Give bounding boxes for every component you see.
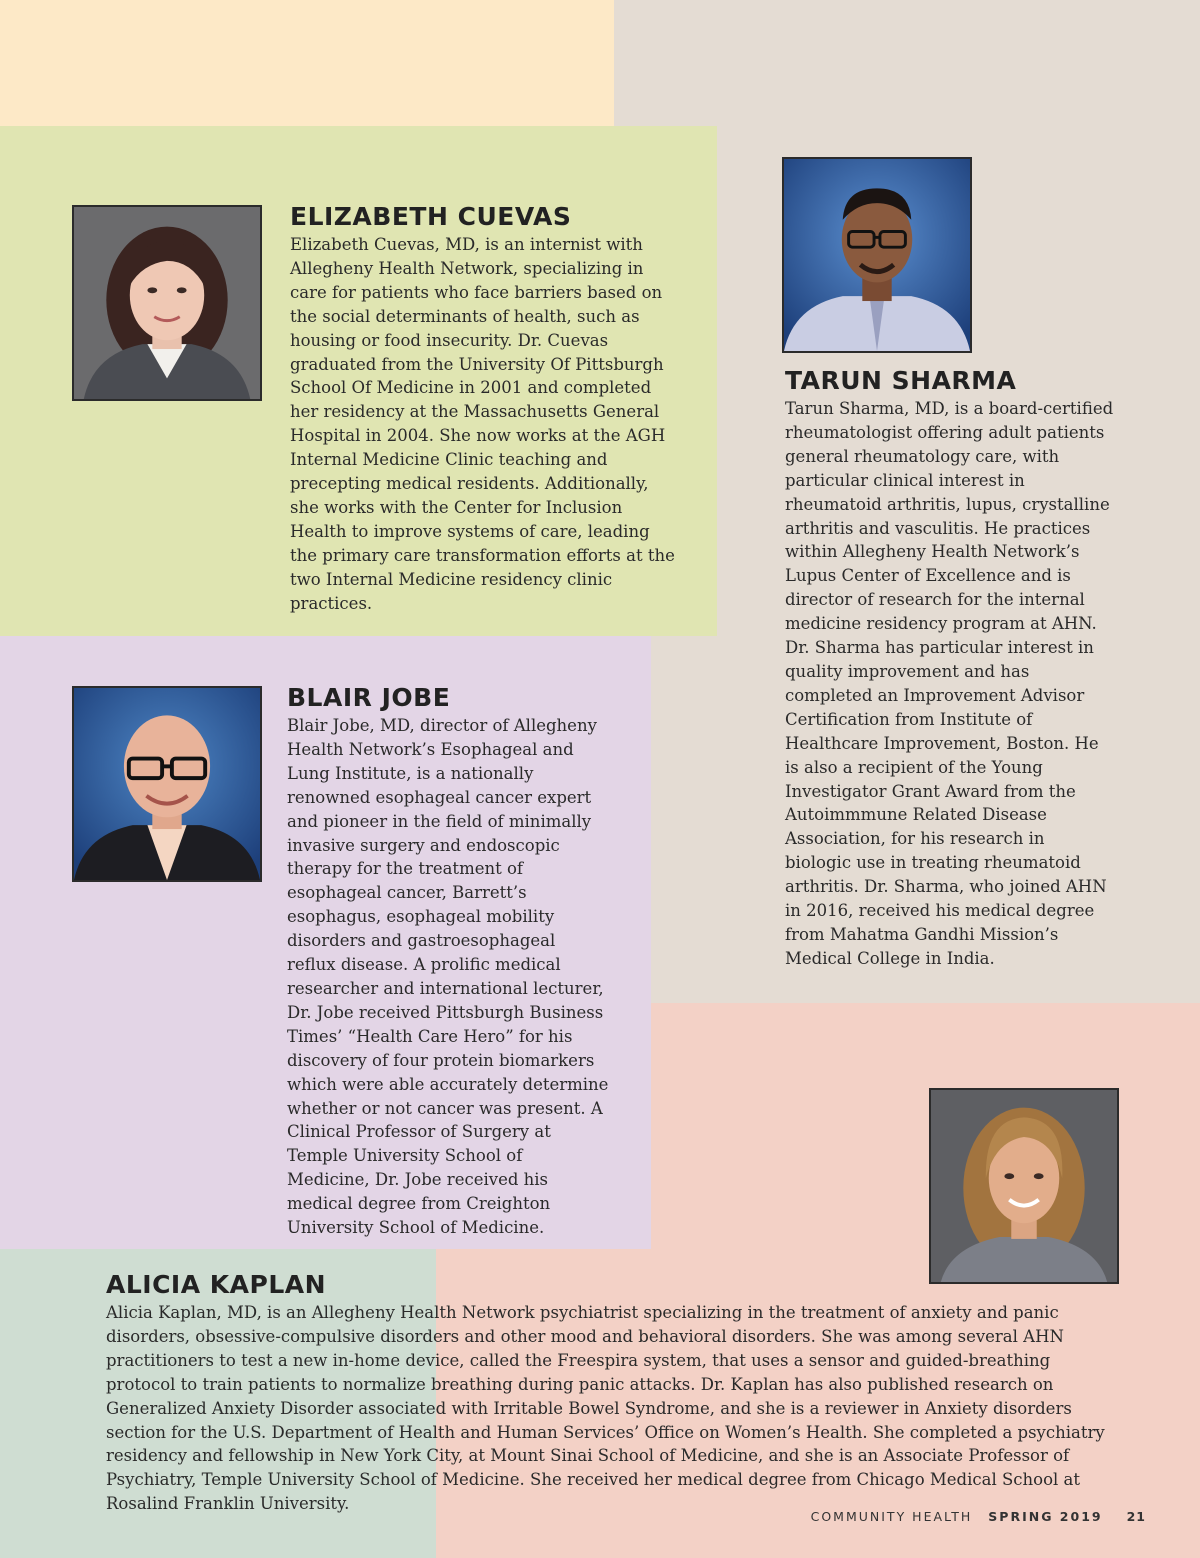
kaplan-name: ALICIA KAPLAN (106, 1270, 327, 1299)
jobe-portrait (72, 686, 262, 882)
cuevas-name: ELIZABETH CUEVAS (290, 202, 572, 231)
kaplan-bio: Alicia Kaplan, MD, is an Allegheny Health Network psychiatrist specializing in the treatment of anxiety and panic disorders, obsessive-compulsive disorders and other mood and behavioral disorders. She was among several AHN practitioners to test a new in-home device, called the Freespira system, that uses a sensor and guided-breathing protocol to train patients to normalize breathing during panic attacks. Dr. Kaplan has also published research on Generalized Anxiety Disorder associated with Irritable Bowel Syndrome, and she is a reviewer in Anxiety disorders section for the U.S. Department of Health and Human Services’ Office on Women’s Health. She completed a psychiatry residency and fellowship in New York City, at Mount Sinai School of Medicine, and she is an Associate Professor of Psychiatry, Temple University School of Medicine. She received her medical degree from Chicago Medical School at Rosalind Franklin University. (106, 1303, 1105, 1514)
sharma-bio: Tarun Sharma, MD, is a board-certified rheumatologist offering adult patients general rheumatology care, with particular clinical interest in rheumatoid arthritis, lupus, crystalline arthritis and vasculitis. He practices within Allegheny Health Network’s Lupus Center of Excellence and is director of research for the internal medicine residency program at AHN. Dr. Sharma has particular interest in quality improvement and has completed an Improvement Advisor Certification from Institute of Healthcare Improvement, Boston. He is also a recipient of the Young Investigator Grant Award from the Autoimmmune Related Disease Association, for his research in biologic use in treating rheumatoid arthritis. Dr. Sharma, who joined AHN in 2016, received his medical degree from Mahatma Gandhi Mission’s Medical College in India. (785, 399, 1114, 968)
kaplan-portrait (929, 1088, 1119, 1284)
page-footer (811, 1509, 1146, 1524)
sharma-portrait (782, 157, 972, 353)
jobe-name: BLAIR JOBE (287, 683, 451, 712)
footer-magazine-title: COMMUNITY HEALTH (810, 1509, 973, 1524)
footer-issue: SPRING 2019 (988, 1509, 1103, 1524)
footer-page-number: 21 (1126, 1509, 1146, 1524)
background-block-peach (0, 0, 614, 126)
jobe-bio: Blair Jobe, MD, director of Allegheny Health Network’s Esophageal and Lung Institute, is a nationally renowned esophageal cancer expert and pioneer in the field of minimally invasive surgery and endoscopic therapy for the treatment of esophageal cancer, Barrett’s esophagus, esophageal mobility disorders and gastroesophageal reflux disease. A prolific medical researcher and international lecturer, Dr. Jobe received Pittsburgh Business Times’ “Health Care Hero” for his discovery of four protein biomarkers which were able accurately determine whether or not cancer was present. A Clinical Professor of Surgery at Temple University School of Medicine, Dr. Jobe received his medical degree from Creighton University School of Medicine. (287, 716, 609, 1238)
sharma-name: TARUN SHARMA (785, 366, 1017, 395)
cuevas-portrait (72, 205, 262, 401)
cuevas-bio: Elizabeth Cuevas, MD, is an internist with Allegheny Health Network, specializing in care for patients who face barriers based on the social determinants of health, such as housing or food insecurity. Dr. Cuevas graduated from the University Of Pittsburgh School Of Medicine in 2001 and completed her residency at the Massachusetts General Hospital in 2004. She now works at the AGH Internal Medicine Clinic teaching and precepting medical residents. Additionally, she works with the Center for Inclusion Health to improve systems of care, leading the primary care transformation efforts at the two Internal Medicine residency clinic practices. (290, 235, 675, 613)
